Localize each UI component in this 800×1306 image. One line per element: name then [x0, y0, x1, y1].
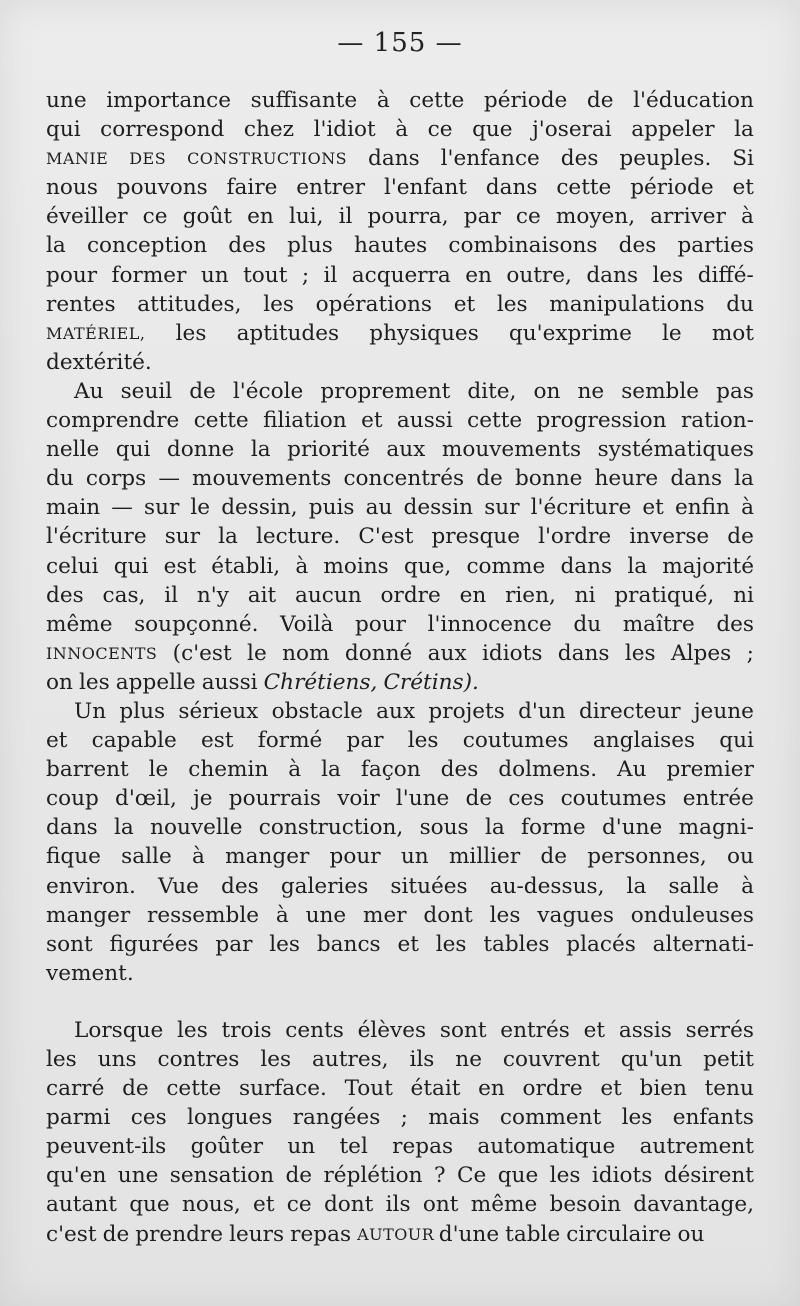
text-line: qui correspond chez l'idiot à ce que j'oserai appeler la	[46, 117, 754, 143]
text-line: dextérité.	[46, 349, 152, 375]
paragraph	[46, 377, 754, 697]
text-line: une importance suffisante à cette période de l'éducation	[46, 88, 754, 113]
text-line: Lorsque les trois cents élèves sont entrés et assis serrés	[74, 1017, 754, 1043]
text-line: nous pouvons faire entrer l'enfant dans cette période et	[46, 175, 754, 201]
text-line: qu'en une sensation de réplétion ? Ce que les idiots désirent	[46, 1163, 754, 1189]
text-line: peuvent-ils goûter un tel repas automatique autrement	[46, 1134, 754, 1160]
text-line: MATÉRIEL, les aptitudes physiques qu'exprime le mot	[46, 320, 754, 346]
text-line: manger ressemble à une mer dont les vagues onduleuses	[46, 902, 754, 928]
text-line: dans la nouvelle construction, sous la forme d'une magni-	[46, 815, 754, 841]
text-line: vement.	[46, 960, 134, 986]
text-line: les uns contres les autres, ils ne couvrent qu'un petit	[46, 1047, 754, 1072]
page-number: — 155 —	[337, 28, 463, 58]
text-line: pour former un tout ; il acquerra en outre, dans les diffé-	[46, 262, 754, 288]
text-line: environ. Vue des galeries situées au-dessus, la salle à	[46, 873, 754, 899]
text-line: c'est de prendre leurs repas AUTOUR d'une table circulaire ou	[46, 1221, 705, 1247]
text-line: et capable est formé par les coutumes anglaises qui	[46, 728, 754, 754]
text-line: des cas, il n'y ait aucun ordre en rien, ni pratiqué, ni	[46, 582, 754, 608]
body-text	[46, 86, 754, 1249]
text-line: barrent le chemin à la façon des dolmens. Au premier	[46, 757, 754, 783]
text-line: Au seuil de l'école proprement dite, on ne semble pas	[74, 378, 754, 404]
text-line: on les appelle aussi Chrétiens, Crétins).	[46, 669, 479, 695]
paragraph	[46, 697, 754, 988]
text-line: main — sur le dessin, puis au dessin sur l'écriture et enfin à	[46, 495, 754, 521]
text-line: la conception des plus hautes combinaisons des parties	[46, 233, 754, 259]
text-line: celui qui est établi, à moins que, comme dans la majorité	[46, 553, 754, 579]
text-line: l'écriture sur la lecture. C'est presque l'ordre inverse de	[46, 524, 754, 550]
text-line: éveiller ce goût en lui, il pourra, par ce moyen, arriver à	[46, 204, 754, 230]
text-line: carré de cette surface. Tout était en ordre et bien tenu	[46, 1076, 754, 1102]
text-line: Un plus sérieux obstacle aux projets d'un directeur jeune	[74, 698, 754, 724]
text-line: sont figurées par les bancs et les tables placés alternati-	[46, 931, 754, 957]
text-line: nelle qui donne la priorité aux mouvements systématiques	[46, 437, 754, 463]
text-line: même soupçonné. Voilà pour l'innocence du maître des	[46, 611, 754, 637]
text-line: rentes attitudes, les opérations et les manipulations du	[46, 291, 754, 317]
text-line: fique salle à manger pour un millier de personnes, ou	[46, 844, 754, 870]
text-line: coup d'œil, je pourrais voir l'une de ces coutumes entrée	[46, 786, 754, 812]
text-line: autant que nous, et ce dont ils ont même besoin davantage,	[46, 1192, 754, 1218]
text-line: du corps — mouvements concentrés de bonne heure dans la	[46, 466, 754, 492]
paragraph	[46, 1016, 754, 1249]
text-line: MANIE DES CONSTRUCTIONS dans l'enfance des peuples. Si	[46, 146, 754, 172]
text-line: comprendre cette filiation et aussi cette progression ration-	[46, 408, 754, 434]
text-line: parmi ces longues rangées ; mais comment les enfants	[46, 1105, 754, 1131]
paragraph	[46, 86, 754, 377]
text-line: INNOCENTS (c'est le nom donné aux idiots dans les Alpes ;	[46, 640, 754, 666]
